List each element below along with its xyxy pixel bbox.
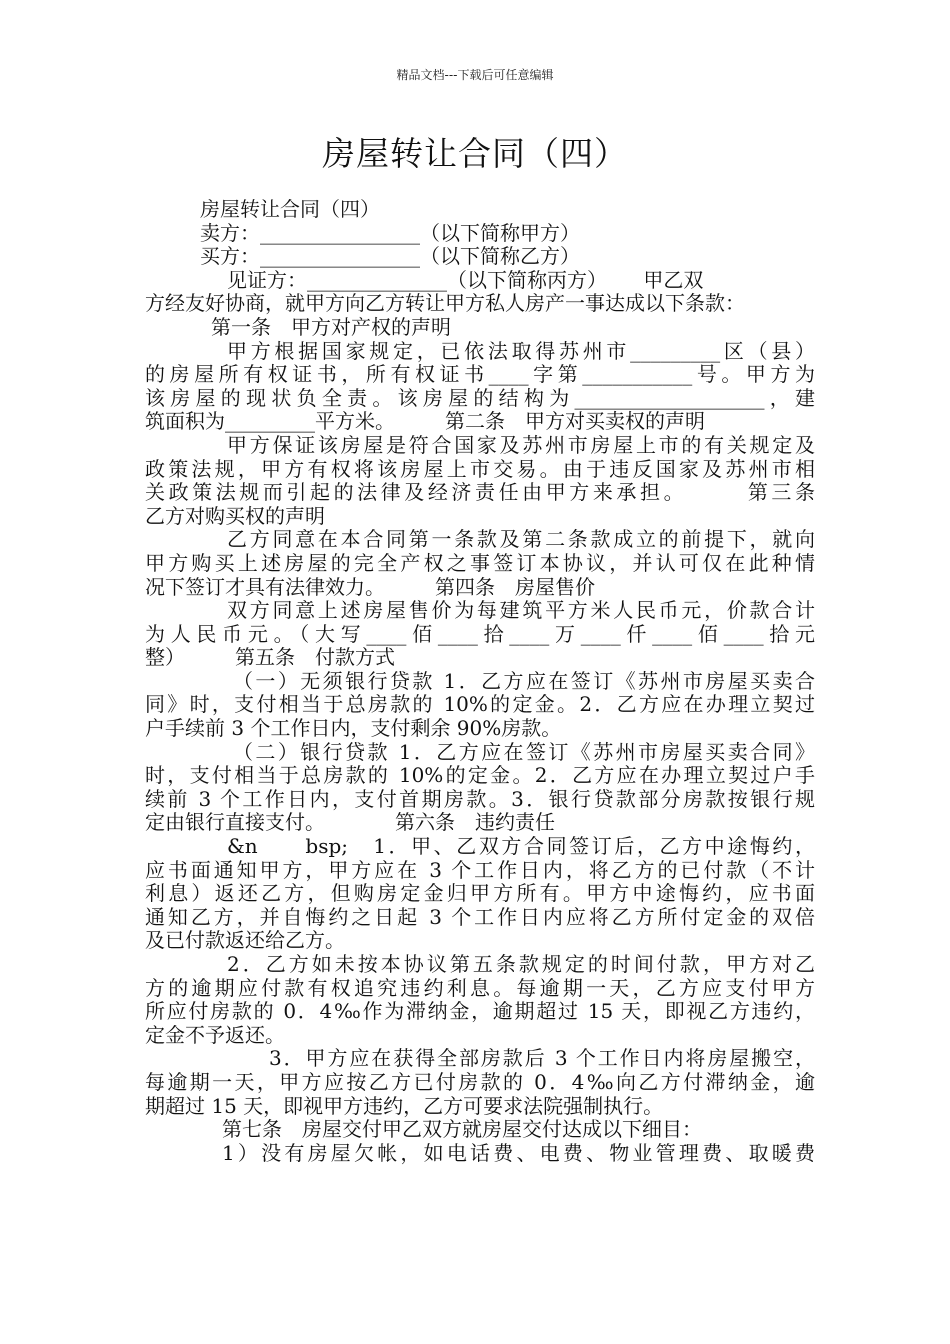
text-line: 通知乙方，并自悔约之日起 3 个工作日内应将乙方所付定金的双倍 xyxy=(145,904,815,929)
text-line: 户手续前 3 个工作日内，支付剩余 90%房款。 xyxy=(145,716,562,741)
text-line: （一）无须银行贷款 1．乙方应在签订《苏州市房屋买卖合 xyxy=(233,668,815,693)
text-line: 房屋转让合同（四） xyxy=(200,197,380,221)
text-line: 整） 第五条 付款方式 xyxy=(145,645,395,670)
text-line: 期超过 15 天，即视甲方违约，乙方可要求法院强制执行。 xyxy=(145,1093,664,1118)
text-line: 同》时，支付相当于总房款的 10%的定金。2．乙方应在办理立契过 xyxy=(145,692,815,717)
text-line: 卖方：________________（以下简称甲方） xyxy=(200,220,580,245)
text-line: 况下签订才具有法律效力。 第四条 房屋售价 xyxy=(145,574,595,599)
document-title: 房屋转让合同（四） xyxy=(322,134,628,173)
text-line: 政策法规，甲方有权将该房屋上市交易。由于违反国家及苏州市相 xyxy=(145,456,815,481)
text-line: 每逾期一天，甲方应按乙方已付房款的 0．4‰向乙方付滞纳金，逾 xyxy=(145,1069,815,1094)
text-line: 甲方购买上述房屋的完全产权之事签订本协议，并认可仅在此种情 xyxy=(145,550,815,575)
text-line: 3．甲方应在获得全部房款后 3 个工作日内将房屋搬空， xyxy=(269,1046,815,1071)
header-note: 精品文档---下载后可任意编辑 xyxy=(396,68,554,82)
text-line: 应书面通知甲方，甲方应在 3 个工作日内，将乙方的已付款（不计 xyxy=(145,857,815,882)
text-line: 甲方根据国家规定，已依法取得苏州市_________区（县） xyxy=(227,338,815,363)
text-line: 甲方保证该房屋是符合国家及苏州市房屋上市的有关规定及 xyxy=(227,432,815,457)
text-line: 见证方：______________（以下简称丙方） 甲乙双 xyxy=(227,267,704,292)
text-line: 2．乙方如未按本协议第五条款规定的时间付款，甲方对乙 xyxy=(227,952,815,976)
text-line: 第一条 甲方对产权的声明 xyxy=(211,314,451,339)
text-line: 1）没有房屋欠帐，如电话费、电费、物业管理费、取暖费 xyxy=(222,1140,815,1165)
text-line: 所应付房款的 0．4‰作为滞纳金，逾期超过 15 天，即视乙方违约， xyxy=(145,999,815,1024)
text-line: （二）银行贷款 1．乙方应在签订《苏州市房屋买卖合同》 xyxy=(233,739,815,764)
text-line: 及已付款返还给乙方。 xyxy=(145,928,345,953)
text-line: 双方同意上述房屋售价为每建筑平方米人民币元，价款合计 xyxy=(227,598,815,623)
text-line: 续前 3 个工作日内，支付首期房款。3．银行贷款部分房款按银行规 xyxy=(145,786,815,811)
text-line: 定金不予返还。 xyxy=(145,1022,285,1047)
text-line: 利息）返还乙方，但购房定金归甲方所有。甲方中途悔约，应书面 xyxy=(145,881,815,906)
text-line: 方经友好协商，就甲方向乙方转让甲方私人房产一事达成以下条款： xyxy=(145,291,745,316)
text-line: &n bsp; 1．甲、乙双方合同签订后，乙方中途悔约， xyxy=(227,834,815,859)
text-line: 乙方同意在本合同第一条款及第二条款成立的前提下，就向 xyxy=(227,527,815,552)
text-line: 第七条 房屋交付甲乙双方就房屋交付达成以下细目： xyxy=(222,1117,702,1142)
text-line: 方的逾期应付款有权追究违约利息。每逾期一天，乙方应支付甲方 xyxy=(145,975,815,1000)
text-line: 时，支付相当于总房款的 10%的定金。2．乙方应在办理立契过户手 xyxy=(145,763,815,788)
text-line: 定由银行直接支付。 第六条 违约责任 xyxy=(145,810,555,835)
text-line: 该房屋的现状负全责。该房屋的结构为___________________，建 xyxy=(145,385,815,410)
document-body xyxy=(145,198,815,1165)
text-line: 乙方对购买权的声明 xyxy=(145,503,325,528)
text-line: 为人民币元。（大写____佰____拾____万____仟____佰____拾元 xyxy=(145,621,815,646)
text-line: 筑面积为_________平方米。 第二条 甲方对买卖权的声明 xyxy=(145,409,705,434)
text-line: 买方：________________（以下简称乙方） xyxy=(200,244,580,269)
text-line: 关政策法规而引起的法律及经济责任由甲方来承担。 第三条 xyxy=(145,480,815,505)
text-line: 的房屋所有权证书，所有权证书____字第___________号。甲方为 xyxy=(145,362,815,387)
